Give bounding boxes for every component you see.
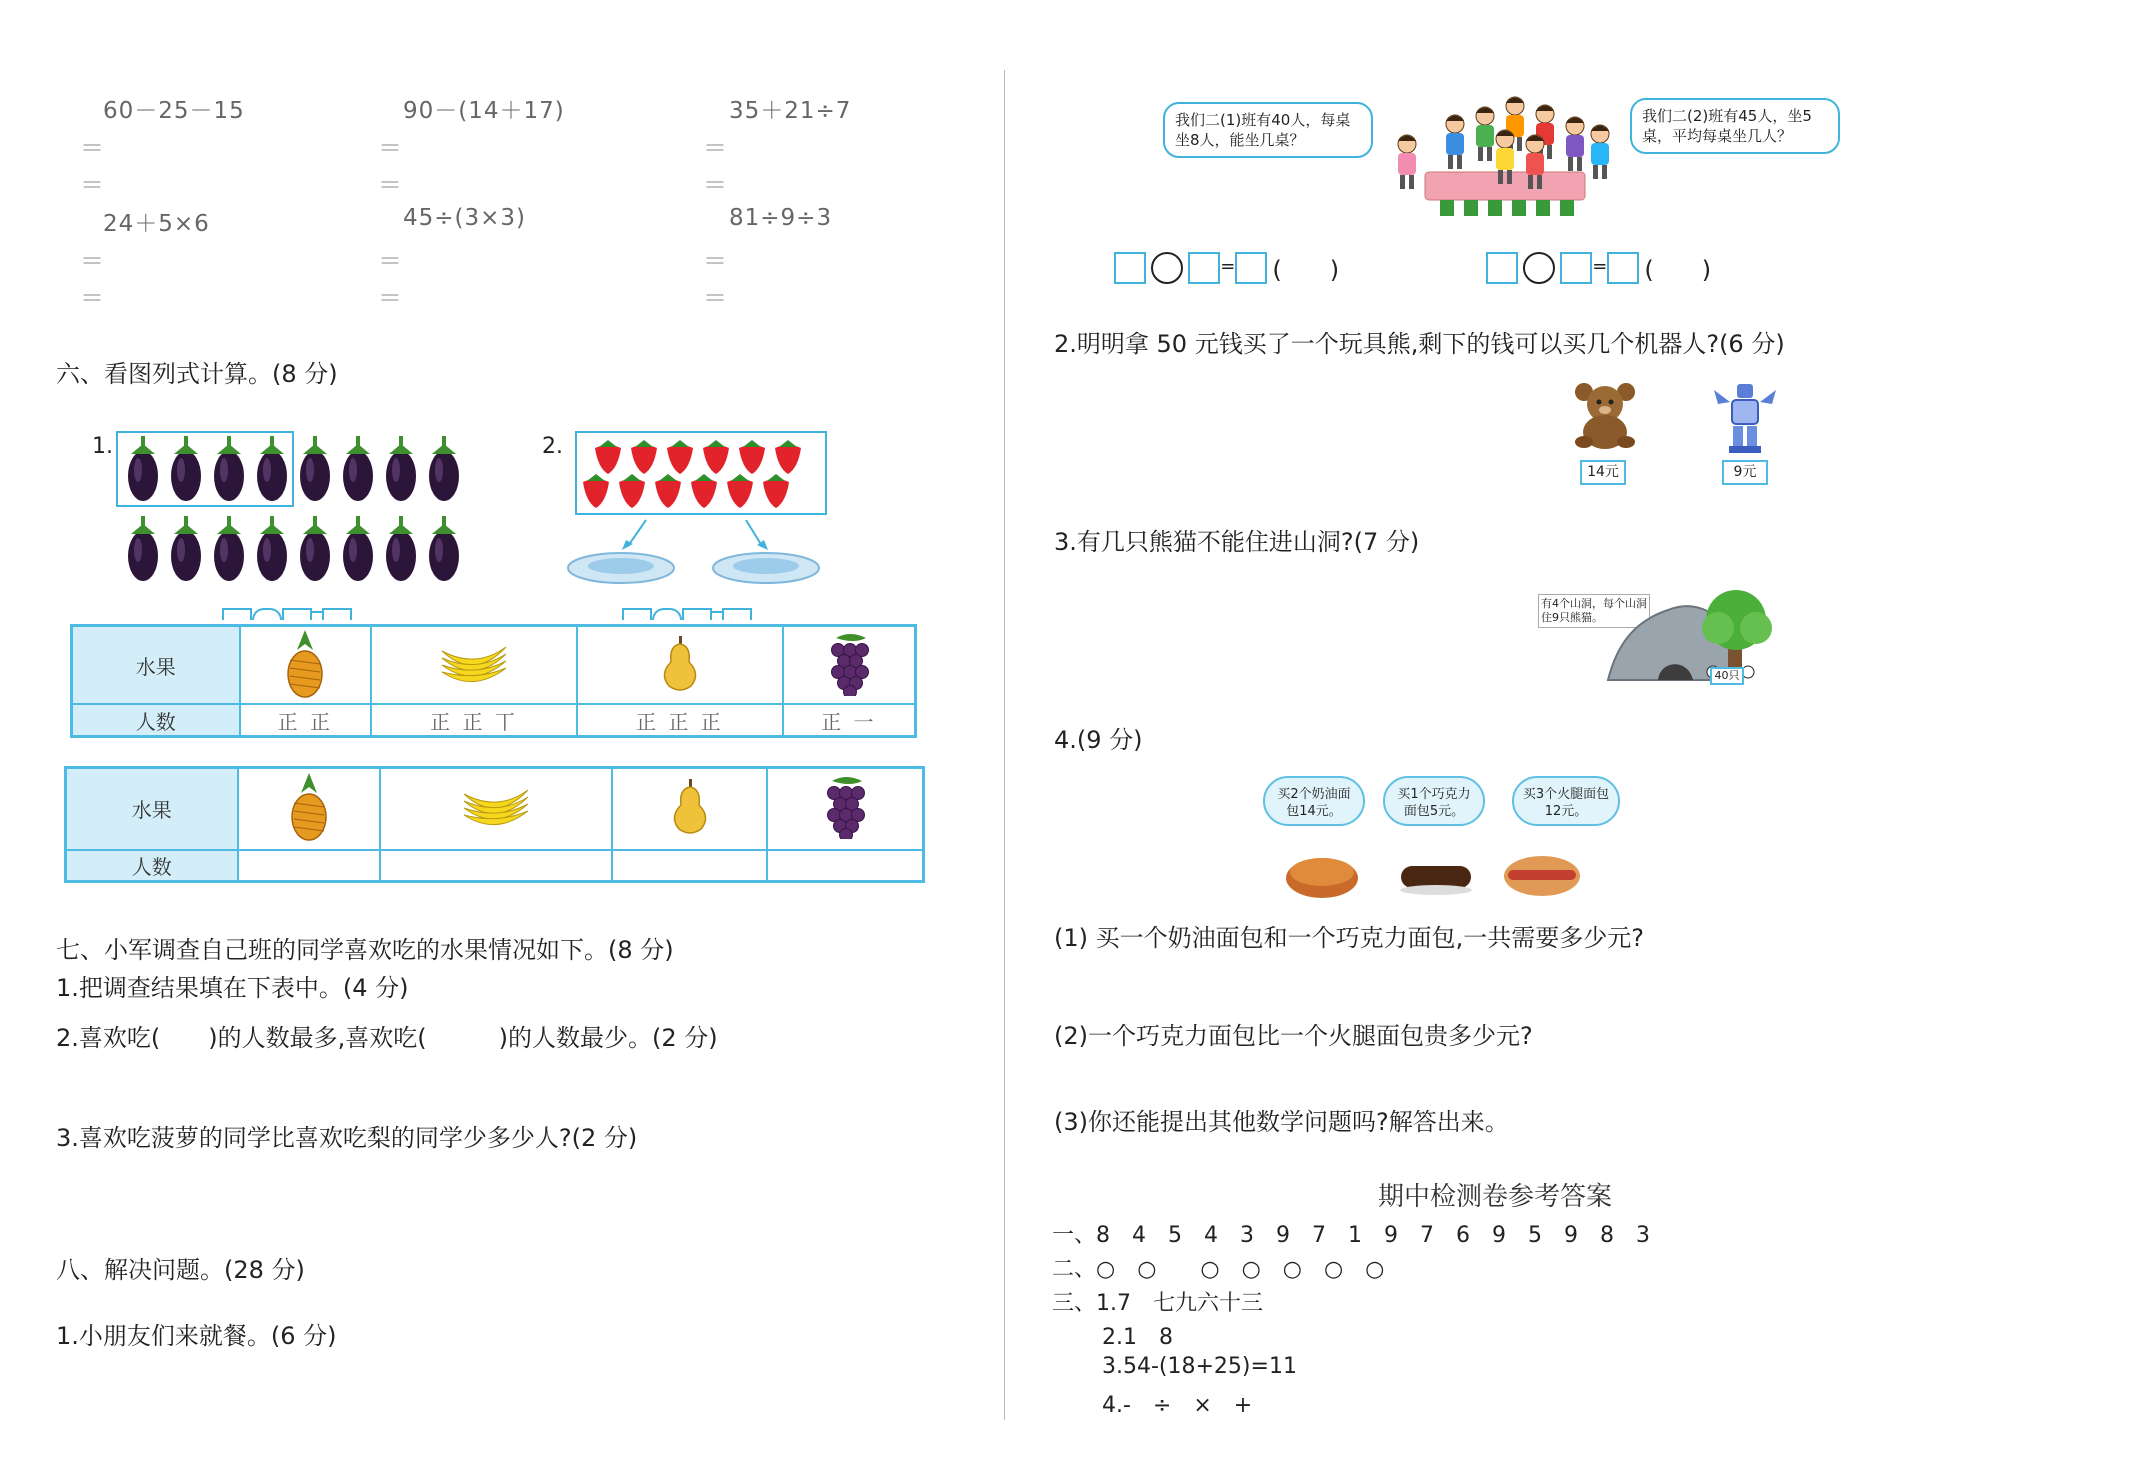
child-figure bbox=[1476, 107, 1494, 161]
eggplants-illustration bbox=[115, 428, 475, 588]
answer-line-5: 3.54-(18+25)=11 bbox=[1102, 1354, 1297, 1379]
operator-circle[interactable] bbox=[1523, 252, 1555, 284]
question-number: 2. bbox=[542, 434, 563, 459]
eggplant-icon bbox=[300, 436, 330, 501]
equals-sign: ＝ bbox=[378, 284, 402, 312]
answer-box[interactable] bbox=[1235, 252, 1267, 284]
answer-box[interactable] bbox=[1114, 252, 1146, 284]
answer-box[interactable] bbox=[1188, 252, 1220, 284]
equals-sign: ＝ bbox=[703, 171, 727, 199]
pineapple-cell bbox=[240, 626, 372, 705]
banana-icon bbox=[458, 776, 534, 836]
eggplant-icon bbox=[386, 516, 416, 581]
calc-expression: 35＋21÷7 bbox=[729, 98, 852, 124]
bread-illustration bbox=[1286, 840, 1586, 902]
child-figure bbox=[1446, 115, 1464, 169]
eggplant-icon bbox=[214, 516, 244, 581]
question-7-3: 3.喜欢吃菠萝的同学比喜欢吃梨的同学少多少人?(2 分) bbox=[56, 1124, 638, 1152]
answer-boxes-1 bbox=[222, 601, 352, 620]
answer-box[interactable] bbox=[1607, 252, 1639, 284]
equals-sign: ＝ bbox=[378, 247, 402, 275]
robot-icon bbox=[1710, 380, 1780, 456]
equals-sign: ＝ bbox=[703, 247, 727, 275]
eggplant-icon bbox=[128, 436, 158, 501]
answers-title: 期中检测卷参考答案 bbox=[1378, 1182, 1613, 1212]
thought-cloud-ham-bread: 买3个火腿面包12元。 bbox=[1512, 776, 1620, 826]
section-8-title: 八、解决问题。(28 分) bbox=[56, 1256, 305, 1284]
equals-sign: ＝ bbox=[80, 171, 104, 199]
pear-cell bbox=[612, 768, 767, 850]
eggplant-icon bbox=[300, 516, 330, 581]
question-7-1: 1.把调查结果填在下表中。(4 分) bbox=[56, 974, 409, 1002]
answer-equation-1: = ( ) bbox=[1114, 250, 1339, 285]
tally-cell: 正 正 bbox=[240, 704, 372, 736]
equals-sign: ＝ bbox=[80, 284, 104, 312]
tally-cell: 正 一 bbox=[783, 704, 916, 736]
eggplant-icon bbox=[257, 436, 287, 501]
question-8-4-3: (3)你还能提出其他数学问题吗?解答出来。 bbox=[1054, 1108, 1509, 1136]
column-divider bbox=[1004, 70, 1005, 1420]
strawberry-icon bbox=[775, 440, 801, 474]
grape-cell bbox=[783, 626, 916, 705]
equals-sign: ＝ bbox=[378, 171, 402, 199]
plate-right-inner bbox=[733, 558, 799, 574]
thought-cloud-cream-bread: 买2个奶油面包14元。 bbox=[1263, 776, 1365, 826]
banana-cell bbox=[371, 626, 577, 705]
strawberry-icon bbox=[691, 474, 717, 508]
equals-sign: ＝ bbox=[378, 134, 402, 162]
equals-sign: ＝ bbox=[703, 134, 727, 162]
pineapple-cell bbox=[238, 768, 381, 850]
question-8-4-2: (2)一个巧克力面包比一个火腿面包贵多少元? bbox=[1054, 1022, 1533, 1050]
equals-sign: ＝ bbox=[80, 134, 104, 162]
table-header-fruit: 水果 bbox=[72, 626, 240, 705]
strawberry-icon bbox=[619, 474, 645, 508]
pineapple-icon bbox=[286, 771, 332, 841]
child-figure bbox=[1591, 125, 1609, 179]
answer-line-4: 2.1 8 bbox=[1102, 1325, 1173, 1350]
banana-cell bbox=[380, 768, 612, 850]
eggplant-icon bbox=[343, 516, 373, 581]
eggplant-icon bbox=[429, 436, 459, 501]
cave-illustration bbox=[1598, 580, 1778, 682]
answer-line-1: 一、8 4 5 4 3 9 7 1 9 7 6 9 5 9 8 3 bbox=[1052, 1223, 1650, 1248]
section-7-title: 七、小军调查自己班的同学喜欢吃的水果情况如下。(8 分) bbox=[56, 936, 674, 964]
strawberry-icon bbox=[727, 474, 753, 508]
arrow-left bbox=[628, 520, 646, 546]
answer-equation-2: = ( ) bbox=[1486, 250, 1711, 285]
answer-box[interactable] bbox=[1486, 252, 1518, 284]
tally-table bbox=[70, 624, 917, 738]
grape-icon bbox=[824, 630, 874, 696]
unit-paren: ( ) bbox=[1644, 256, 1712, 284]
equals-sign: ＝ bbox=[703, 284, 727, 312]
operator-circle[interactable] bbox=[1151, 252, 1183, 284]
blank-fruit-table bbox=[64, 766, 925, 883]
arrow-right bbox=[746, 520, 762, 546]
answer-line-6: 4.- ÷ × + bbox=[1102, 1393, 1253, 1418]
grape-cell bbox=[767, 768, 923, 850]
thought-cloud-chocolate-bread: 买1个巧克力面包5元。 bbox=[1383, 776, 1485, 826]
grape-icon bbox=[820, 773, 870, 839]
teddy-bear-icon bbox=[1570, 380, 1640, 450]
answer-box[interactable] bbox=[1560, 252, 1592, 284]
strawberries-illustration bbox=[566, 428, 836, 598]
child-figure bbox=[1398, 135, 1416, 189]
table-row-label: 人数 bbox=[66, 850, 238, 882]
calc-expression: 60－25－15 bbox=[103, 98, 245, 124]
strawberry-icon bbox=[655, 474, 681, 508]
pineapple-icon bbox=[282, 628, 328, 698]
question-8-2: 2.明明拿 50 元钱买了一个玩具熊,剩下的钱可以买几个机器人?(6 分) bbox=[1054, 330, 1785, 358]
banana-icon bbox=[436, 633, 512, 693]
calc-expression: 90－(14＋17) bbox=[403, 98, 565, 124]
answer-boxes-2 bbox=[622, 601, 752, 620]
eggplant-icon bbox=[257, 516, 287, 581]
eggplant-icon bbox=[171, 436, 201, 501]
strawberry-icon bbox=[739, 440, 765, 474]
eggplant-icon bbox=[343, 436, 373, 501]
strawberry-icon bbox=[703, 440, 729, 474]
section-6-title: 六、看图列式计算。(8 分) bbox=[56, 360, 338, 388]
calc-expression: 81÷9÷3 bbox=[729, 205, 833, 231]
speech-bubble-left: 我们二(1)班有40人，每桌坐8人，能坐几桌？ bbox=[1163, 102, 1373, 158]
question-8-1: 1.小朋友们来就餐。(6 分) bbox=[56, 1322, 337, 1350]
unit-paren: ( ) bbox=[1272, 256, 1340, 284]
equals-sign: ＝ bbox=[80, 247, 104, 275]
question-8-4-1: (1) 买一个奶油面包和一个巧克力面包,一共需要多少元? bbox=[1054, 924, 1644, 952]
panda-count-tag: 40只 bbox=[1710, 667, 1744, 685]
tally-cell: 正 正 正 bbox=[577, 704, 783, 736]
strawberry-icon bbox=[667, 440, 693, 474]
count-input-cell[interactable] bbox=[612, 850, 767, 882]
eggplant-icon bbox=[128, 516, 158, 581]
strawberry-icon bbox=[763, 474, 789, 508]
eggplant-icon bbox=[171, 516, 201, 581]
strawberry-icon bbox=[595, 440, 621, 474]
answer-line-3: 三、1.7 七九六十三 bbox=[1052, 1291, 1263, 1316]
children-dining-illustration bbox=[1385, 84, 1635, 224]
eggplant-icon bbox=[386, 436, 416, 501]
robot-price-tag: 9元 bbox=[1722, 460, 1768, 485]
pear-icon bbox=[665, 775, 715, 837]
answer-line-2: 二、○ ○ ○ ○ ○ ○ ○ bbox=[1052, 1257, 1385, 1282]
eggplant-icon bbox=[429, 516, 459, 581]
table-header-fruit: 水果 bbox=[66, 768, 238, 850]
question-8-4: 4.(9 分) bbox=[1054, 726, 1143, 754]
pear-cell bbox=[577, 626, 783, 705]
cave-note: 有4个山洞，每个山洞住9只熊猫。 bbox=[1538, 594, 1650, 628]
tally-cell: 正 正 丅 bbox=[371, 704, 577, 736]
plate-left-inner bbox=[588, 558, 654, 574]
strawberry-icon bbox=[583, 474, 609, 508]
question-number: 1. bbox=[92, 434, 113, 459]
calc-expression: 45÷(3×3) bbox=[403, 205, 527, 231]
child-figure bbox=[1566, 117, 1584, 171]
bear-price-tag: 14元 bbox=[1580, 460, 1626, 485]
question-8-3: 3.有几只熊猫不能住进山洞?(7 分) bbox=[1054, 528, 1420, 556]
pear-icon bbox=[655, 632, 705, 694]
table-row-label: 人数 bbox=[72, 704, 240, 736]
count-input-cell[interactable] bbox=[238, 850, 381, 882]
calc-expression: 24＋5×6 bbox=[103, 211, 210, 237]
strawberry-icon bbox=[631, 440, 657, 474]
speech-bubble-right: 我们二(2)班有45人，坐5桌，平均每桌坐几人？ bbox=[1630, 98, 1840, 154]
question-7-2: 2.喜欢吃( )的人数最多,喜欢吃( )的人数最少。(2 分) bbox=[56, 1024, 718, 1052]
eggplant-icon bbox=[214, 436, 244, 501]
count-input-cell[interactable] bbox=[380, 850, 612, 882]
count-input-cell[interactable] bbox=[767, 850, 923, 882]
